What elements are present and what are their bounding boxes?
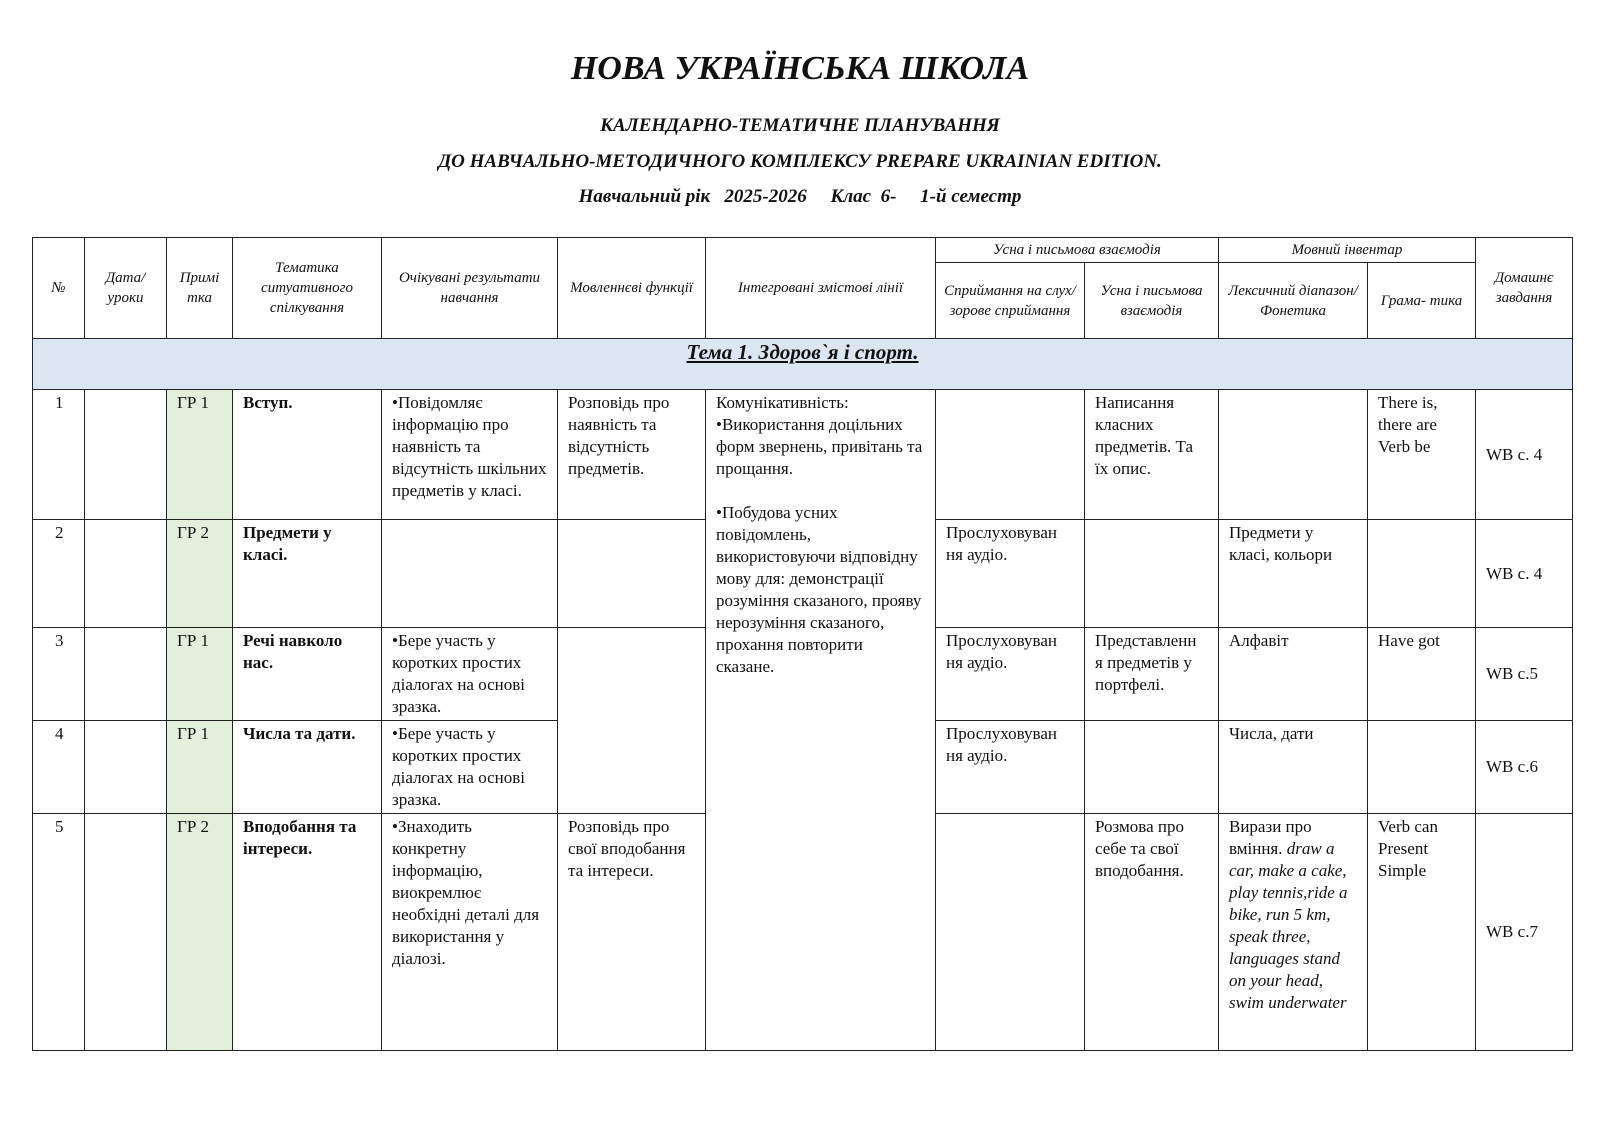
cell-homework: WB с.7 <box>1476 814 1573 1051</box>
cell-note: ГР 1 <box>167 390 233 520</box>
cell-listening: Прослуховуван ня аудіо. <box>936 721 1085 814</box>
cell-listening: Прослуховуван ня аудіо. <box>936 628 1085 721</box>
cell-topic: Числа та дати. <box>233 721 382 814</box>
lexical-italic: draw a car, make a cake, play tennis,ride a bike, run 5 km, speak three, languages stand on your head, swim underwater <box>1229 839 1348 1012</box>
col-group-inventory: Мовний інвентар <box>1219 238 1476 263</box>
cell-outcomes: •Бере участь у коротких простих діалогах на основі зразка. <box>382 721 558 814</box>
cell-outcomes <box>382 520 558 628</box>
cell-oral-written: Написання класних предметів. Та їх опис. <box>1085 390 1219 520</box>
subtitle-planning: КАЛЕНДАРНО-ТЕМАТИЧНЕ ПЛАНУВАННЯ <box>600 115 1000 136</box>
col-oral-written: Усна і письмова взаємодія <box>1085 263 1219 339</box>
col-grammar: Грама- тика <box>1368 263 1476 339</box>
cell-oral-written <box>1085 520 1219 628</box>
col-integrated: Інтегровані змістові лінії <box>706 238 936 339</box>
cell-functions: Розповідь про наявність та відсутність предметів. <box>558 390 706 520</box>
cell-num: 2 <box>33 520 85 628</box>
cell-date <box>85 390 167 520</box>
cell-grammar <box>1368 721 1476 814</box>
cell-note: ГР 2 <box>167 520 233 628</box>
cell-outcomes: •Повідомляє інформацію про наявність та відсутність шкільних предметів у класі. <box>382 390 558 520</box>
cell-functions <box>558 520 706 628</box>
col-topic: Тематика ситуативного спілкування <box>233 238 382 339</box>
cell-lexical <box>1219 814 1368 1051</box>
col-group-interaction: Усна і письмова взаємодія <box>936 238 1219 263</box>
cell-oral-written: Розмова про себе та свої вподобання. <box>1085 814 1219 1051</box>
col-lexical: Лексичний діапазон/ Фонетика <box>1219 263 1368 339</box>
cell-note: ГР 1 <box>167 628 233 721</box>
cell-lexical: Предмети у класі, кольори <box>1219 520 1368 628</box>
cell-oral-written <box>1085 721 1219 814</box>
cell-outcomes: •Бере участь у коротких простих діалогах на основі зразка. <box>382 628 558 721</box>
cell-num: 5 <box>33 814 85 1051</box>
cell-homework: WB с.5 <box>1476 628 1573 721</box>
cell-topic: Речі навколо нас. <box>233 628 382 721</box>
cell-num: 3 <box>33 628 85 721</box>
subtitle-year-class: Навчальний рік 2025-2026 Клас 6- 1-й семестр <box>578 186 1022 207</box>
cell-integrated: Комунікативність: •Використання доцільних форм звернень, привітань та прощання. •Побудова усних повідомлень, використовуючи відповідну мову для: демонстрації розуміння сказаного, прояву нерозуміння сказаного, прохання повторити сказане. <box>706 390 936 1051</box>
cell-grammar: Verb can Present Simple <box>1368 814 1476 1051</box>
cell-functions: Розповідь про свої вподобання та інтереси. <box>558 814 706 1051</box>
cell-topic: Вступ. <box>233 390 382 520</box>
cell-num: 4 <box>33 721 85 814</box>
cell-date <box>85 520 167 628</box>
cell-homework: WB с.6 <box>1476 721 1573 814</box>
subtitle-complex: ДО НАВЧАЛЬНО-МЕТОДИЧНОГО КОМПЛЕКСУ PREPARE UKRAINIAN EDITION. <box>438 151 1162 172</box>
cell-grammar <box>1368 520 1476 628</box>
cell-lexical: Числа, дати <box>1219 721 1368 814</box>
topic-title: Тема 1. Здоров`я і спорт. <box>33 339 1573 390</box>
planning-table <box>32 237 1573 1051</box>
cell-note: ГР 1 <box>167 721 233 814</box>
cell-num: 1 <box>33 390 85 520</box>
table-row <box>33 390 1573 520</box>
cell-grammar: There is, there are Verb be <box>1368 390 1476 520</box>
cell-homework: WB с. 4 <box>1476 520 1573 628</box>
col-outcomes: Очікувані результати навчання <box>382 238 558 339</box>
cell-date <box>85 721 167 814</box>
col-homework: Домашнє завдання <box>1476 238 1573 339</box>
cell-outcomes: •Знаходить конкретну інформацію, виокремлює необхідні деталі для використання у діалозі. <box>382 814 558 1051</box>
cell-topic: Предмети у класі. <box>233 520 382 628</box>
cell-oral-written: Представленн я предметів у портфелі. <box>1085 628 1219 721</box>
cell-functions <box>558 628 706 814</box>
cell-date <box>85 814 167 1051</box>
page-title: НОВА УКРАЇНСЬКА ШКОЛА <box>570 50 1030 87</box>
col-date: Дата/ уроки <box>85 238 167 339</box>
cell-listening <box>936 390 1085 520</box>
col-num: № <box>33 238 85 339</box>
col-note: Примі тка <box>167 238 233 339</box>
cell-grammar: Have got <box>1368 628 1476 721</box>
cell-listening <box>936 814 1085 1051</box>
cell-date <box>85 628 167 721</box>
cell-lexical: Алфавіт <box>1219 628 1368 721</box>
cell-listening: Прослуховуван ня аудіо. <box>936 520 1085 628</box>
cell-topic: Вподобання та інтереси. <box>233 814 382 1051</box>
cell-homework: WB с. 4 <box>1476 390 1573 520</box>
lexical-plain: Вирази про вміння. <box>1229 817 1312 858</box>
col-listening: Сприймання на слух/ зорове сприймання <box>936 263 1085 339</box>
col-functions: Мовленнєві функції <box>558 238 706 339</box>
cell-lexical <box>1219 390 1368 520</box>
cell-note: ГР 2 <box>167 814 233 1051</box>
